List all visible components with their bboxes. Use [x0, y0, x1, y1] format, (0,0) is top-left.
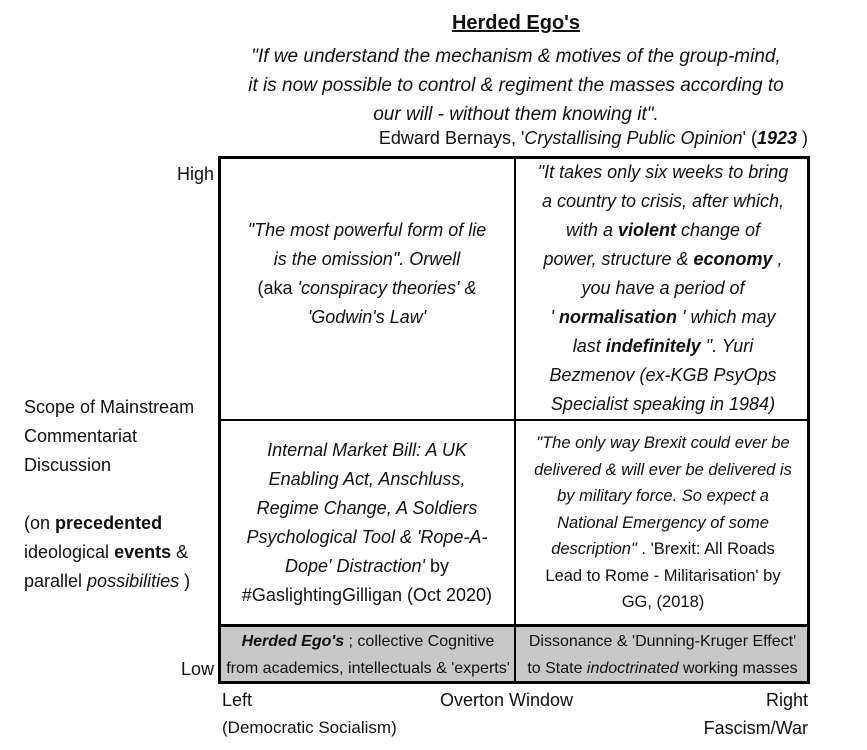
cell-line [518, 303, 808, 332]
attribution-end: ) [797, 128, 808, 148]
cell-text: ' [550, 307, 559, 327]
cell-text: last [572, 336, 606, 356]
y-axis-note-line [24, 509, 220, 538]
cell-line: #GaslightingGilligan (Oct 2020) [241, 585, 493, 605]
attribution-year: 1923 [756, 128, 797, 148]
cell-emphasis: indefinitely [605, 336, 701, 356]
note-emphasis: possibilities [87, 571, 180, 591]
attribution-mid: ' ( [742, 128, 757, 148]
x-axis-right-sublabel: Fascism/War [703, 718, 808, 738]
cell-text: , [772, 249, 783, 269]
footer-emphasis: Herded Ego's [241, 633, 345, 650]
cell-text: power, structure & [543, 249, 694, 269]
cell-emphasis: normalisation [558, 307, 677, 327]
note-emphasis: precedented [55, 513, 163, 533]
footer-text: ; collective Cognitive [344, 633, 495, 650]
x-axis-left-sublabel: (Democratic Socialism) [222, 718, 397, 737]
note-text: (on [24, 513, 56, 533]
y-axis-note [24, 509, 220, 596]
cell-emphasis: violent [617, 220, 676, 240]
cell-bottom-right [518, 430, 808, 616]
footer-line: Dissonance & 'Dunning-Kruger Effect' [528, 633, 797, 650]
title-text: Herded Ego's [451, 12, 581, 34]
cell-line [518, 536, 808, 563]
cell-line: Regime Change, A Soldiers [256, 498, 478, 518]
cell-text: with a [565, 220, 618, 240]
cell-text: Dope' Distraction' [285, 556, 425, 576]
cell-line [518, 332, 808, 361]
cell-line: Enabling Act, Anschluss, [268, 469, 466, 489]
cell-text: description" [551, 540, 637, 558]
x-axis-title: Overton Window [440, 690, 574, 710]
x-axis-right-label: Right [765, 690, 808, 710]
footer-line [221, 628, 515, 655]
cell-line: "The only way Brexit could ever be [536, 434, 790, 452]
note-text: ) [179, 571, 191, 591]
cell-emphasis: economy [693, 249, 773, 269]
cell-text: . 'Brexit: All Roads [636, 540, 775, 558]
cell-line [222, 552, 512, 581]
y-axis-low-label: Low [180, 659, 214, 679]
cell-line: Lead to Rome - Militarisation' by [545, 566, 781, 585]
cell-line: "It takes only six weeks to bring [537, 162, 789, 182]
footer-text: working masses [678, 660, 798, 677]
y-axis-high-label: High [176, 164, 214, 184]
y-axis-title-line: Scope of Mainstream [24, 397, 195, 417]
cell-line: is the omission". Orwell [273, 249, 461, 269]
y-axis-title-line: Commentariat [24, 426, 138, 446]
quote-attribution [200, 128, 808, 149]
chart-title [200, 12, 832, 35]
footer-emphasis: indoctrinated [586, 660, 679, 677]
attribution-name: Edward Bernays, ' [378, 128, 525, 148]
cell-line: Internal Market Bill: A UK [267, 440, 467, 460]
cell-line [518, 216, 808, 245]
attribution-book: Crystallising Public Opinion [524, 128, 743, 148]
y-axis-title [24, 393, 220, 480]
quote-line: our will - without them knowing it". [373, 104, 659, 125]
footer-right [516, 628, 809, 682]
cell-line: National Emergency of some [557, 513, 769, 532]
cell-line: a country to crisis, after which, [541, 191, 785, 211]
cell-line [518, 245, 808, 274]
x-axis-left-label: Left [222, 690, 253, 710]
cell-line: Bezmenov (ex-KGB PsyOps [549, 365, 777, 385]
footer-left [221, 628, 515, 682]
footer-line [516, 655, 809, 682]
cell-bottom-left [222, 436, 512, 610]
note-emphasis: events [114, 542, 172, 562]
y-axis-note-line [24, 538, 220, 567]
quote-line: "If we understand the mechanism & motives of the group-mind, [251, 46, 781, 67]
quote-line: it is now possible to control & regiment the masses according to [248, 75, 784, 96]
horizontal-divider [218, 419, 810, 421]
note-text: parallel [24, 571, 88, 591]
cell-line: Psychological Tool & 'Rope-A- [246, 527, 488, 547]
footer-line: from academics, intellectuals & 'experts' [226, 660, 510, 677]
footer-divider [218, 624, 810, 627]
y-axis-title-line: Discussion [24, 455, 112, 475]
cell-line: "The most powerful form of lie [247, 220, 487, 240]
cell-top-right [518, 158, 808, 419]
bernays-quote [200, 42, 832, 129]
cell-text: by [424, 556, 449, 576]
cell-text: ". Yuri [700, 336, 754, 356]
cell-line: delivered & will ever be delivered is [534, 460, 792, 479]
cell-line: by military force. So expect a [557, 487, 769, 505]
cell-line: Specialist speaking in 1984) [550, 394, 776, 414]
cell-top-left [222, 216, 512, 332]
footer-text: to State [527, 660, 587, 677]
cell-line [222, 274, 512, 303]
cell-line: 'Godwin's Law' [307, 307, 427, 327]
cell-line: GG, (2018) [621, 593, 705, 611]
cell-text: ' which may [677, 307, 776, 327]
cell-text: change of [675, 220, 761, 240]
note-text: ideological [24, 542, 115, 562]
cell-line: you have a period of [581, 278, 745, 298]
cell-text: (aka [257, 278, 298, 298]
cell-text: 'conspiracy theories' & [297, 278, 477, 298]
note-text: & [171, 542, 189, 562]
y-axis-note-line [24, 567, 220, 596]
